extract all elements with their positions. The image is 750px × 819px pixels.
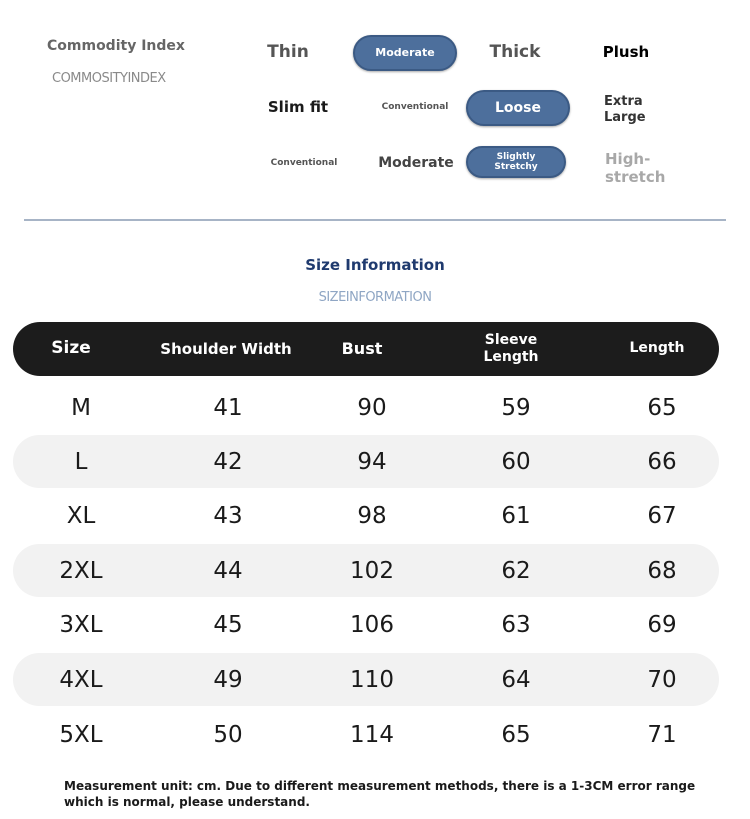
cell-size: 2XL bbox=[59, 557, 103, 584]
cell-size: L bbox=[74, 448, 88, 475]
cell-length: 66 bbox=[647, 448, 677, 475]
elasticity-option-slightly-stretchy: Slightly Stretchy bbox=[466, 146, 566, 178]
commodity-index-title: Commodity Index bbox=[47, 38, 185, 54]
cell-sleeve-length: 63 bbox=[501, 611, 531, 638]
cell-length: 67 bbox=[647, 502, 677, 529]
elasticity-option-conventional: Conventional bbox=[270, 157, 338, 168]
thickness-option-thin: Thin bbox=[267, 41, 309, 62]
cell-shoulder-width: 49 bbox=[213, 666, 243, 693]
cell-shoulder-width: 41 bbox=[213, 394, 243, 421]
table-row bbox=[13, 435, 719, 488]
header-shoulder-width: Shoulder Width bbox=[160, 339, 292, 358]
cell-sleeve-length: 61 bbox=[501, 502, 531, 529]
fit-option-conventional: Conventional bbox=[381, 101, 449, 112]
measurement-footnote: Measurement unit: cm. Due to different measurement methods, there is a 1-3CM error range which is normal, please understand. bbox=[64, 779, 696, 809]
cell-bust: 114 bbox=[350, 721, 394, 748]
cell-sleeve-length: 59 bbox=[501, 394, 531, 421]
cell-sleeve-length: 65 bbox=[501, 721, 531, 748]
cell-bust: 106 bbox=[350, 611, 394, 638]
cell-sleeve-length: 64 bbox=[501, 666, 531, 693]
table-row bbox=[13, 381, 719, 434]
table-row bbox=[13, 598, 719, 651]
header-sleeve-length: Sleeve Length bbox=[483, 331, 539, 365]
table-row bbox=[13, 489, 719, 542]
table-row bbox=[13, 708, 719, 761]
cell-bust: 90 bbox=[357, 394, 387, 421]
header-length: Length bbox=[629, 340, 685, 357]
cell-shoulder-width: 42 bbox=[213, 448, 243, 475]
size-information-subtitle: SIZEINFORMATION bbox=[318, 290, 432, 305]
commodity-index-subtitle: COMMOSITYINDEX bbox=[52, 71, 166, 86]
table-row bbox=[13, 544, 719, 597]
cell-shoulder-width: 45 bbox=[213, 611, 243, 638]
elasticity-option-high-stretch: High-stretch bbox=[605, 150, 666, 186]
cell-bust: 110 bbox=[350, 666, 394, 693]
fit-option-loose: Loose bbox=[466, 90, 570, 126]
cell-shoulder-width: 50 bbox=[213, 721, 243, 748]
cell-size: M bbox=[71, 394, 91, 421]
cell-bust: 98 bbox=[357, 502, 387, 529]
cell-sleeve-length: 62 bbox=[501, 557, 531, 584]
fit-option-extra-large: Extra Large bbox=[604, 94, 646, 125]
cell-length: 69 bbox=[647, 611, 677, 638]
cell-length: 65 bbox=[647, 394, 677, 421]
cell-shoulder-width: 43 bbox=[213, 502, 243, 529]
fit-option-slim-fit: Slim fit bbox=[267, 98, 329, 116]
cell-size: 5XL bbox=[59, 721, 103, 748]
cell-shoulder-width: 44 bbox=[213, 557, 243, 584]
table-row bbox=[13, 653, 719, 706]
cell-size: XL bbox=[66, 502, 96, 529]
cell-length: 68 bbox=[647, 557, 677, 584]
cell-length: 70 bbox=[647, 666, 677, 693]
header-bust: Bust bbox=[341, 339, 383, 358]
thickness-option-moderate: Moderate bbox=[353, 35, 457, 71]
section-divider bbox=[24, 219, 726, 221]
cell-sleeve-length: 60 bbox=[501, 448, 531, 475]
elasticity-option-moderate: Moderate bbox=[378, 154, 454, 171]
header-size: Size bbox=[51, 338, 91, 359]
size-information-title: Size Information bbox=[305, 256, 445, 274]
thickness-option-plush: Plush bbox=[602, 43, 650, 61]
cell-bust: 94 bbox=[357, 448, 387, 475]
cell-bust: 102 bbox=[350, 557, 394, 584]
size-table-header bbox=[13, 322, 719, 376]
cell-size: 3XL bbox=[59, 611, 103, 638]
cell-size: 4XL bbox=[59, 666, 103, 693]
thickness-option-thick: Thick bbox=[489, 41, 541, 62]
cell-length: 71 bbox=[647, 721, 677, 748]
